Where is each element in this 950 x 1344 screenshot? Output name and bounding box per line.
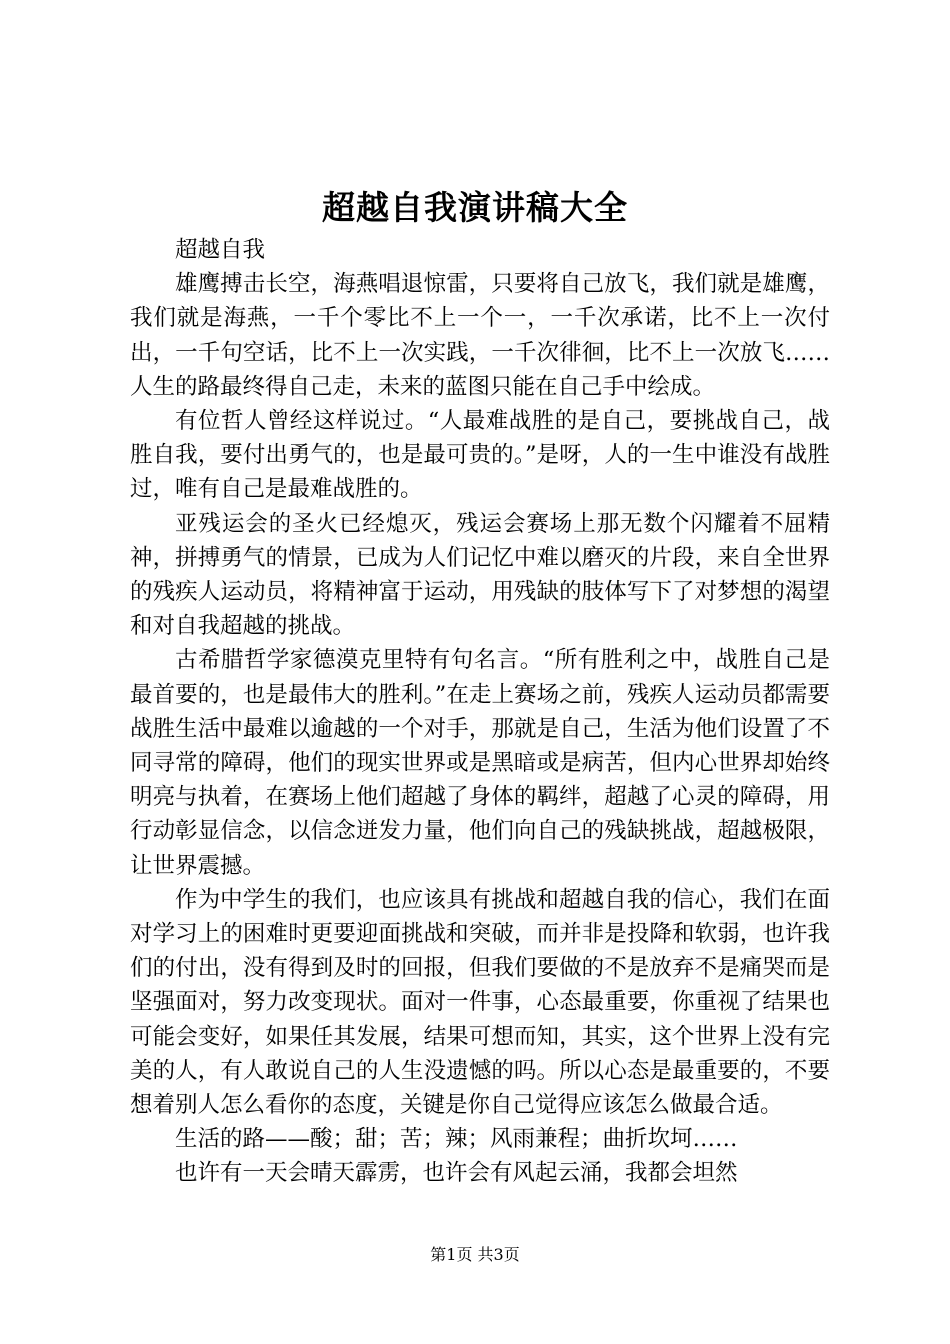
paragraph: 生活的路——酸；甜；苦；辣；风雨兼程；曲折坎坷…… <box>175 1126 738 1153</box>
paragraph: 作为中学生的我们，也应该具有挑战和超越自我的信心，我们在面对学习上的困难时更要迎面挑战和突破，而并非是投降和软弱，也许我们的付出，没有得到及时的回报，但我们要做的不是放弃不是痛哭而是坚强面对，努力改变现状。面对一件事，心态最重要，你重视了结果也可能会变好，如果任其发展，结果可想而知，其实，这个世界上没有完美的人，有人敢说自己的人生没遗憾的吗。所以心态是最重要的，不要想着别人怎么看你的态度，关键是你自己觉得应该怎么做最合适。 <box>130 886 830 1119</box>
paragraph: 古希腊哲学家德漠克里特有句名言。“所有胜利之中，战胜自己是最首要的，也是最伟大的胜利。”在走上赛场之前，残疾人运动员都需要战胜生活中最难以逾越的一个对手，那就是自己，生活为他们设置了不同寻常的障碍，他们的现实世界或是黑暗或是病苦，但内心世界却始终明亮与执着，在赛场上他们超越了身体的羁绊，超越了心灵的障碍，用行动彰显信念，以信念迸发力量，他们向自己的残缺挑战，超越极限，让世界震撼。 <box>130 647 830 879</box>
paragraph-subtitle: 超越自我 <box>175 237 266 263</box>
paragraph: 亚残运会的圣火已经熄灭，残运会赛场上那无数个闪耀着不屈精神，拼搏勇气的情景，已成为人们记忆中难以磨灭的片段，来自全世界的残疾人运动员，将精神富于运动，用残缺的肢体写下了对梦想的渴望和对自我超越的挑战。 <box>130 510 830 640</box>
page-number-footer: 第1页 共3页 <box>430 1245 520 1264</box>
document-title: 超越自我演讲稿大全 <box>322 188 628 227</box>
document-body <box>130 233 830 1191</box>
paragraph: 雄鹰搏击长空，海燕唱退惊雷，只要将自己放飞，我们就是雄鹰，我们就是海燕，一千个零比不上一个一，一千次承诺，比不上一次付出，一千句空话，比不上一次实践，一千次徘徊，比不上一次放飞……人生的路最终得自己走，未来的蓝图只能在自己手中绘成。 <box>130 271 830 400</box>
paragraph: 也许有一天会晴天霹雳，也许会有风起云涌，我都会坦然 <box>175 1160 738 1187</box>
paragraph: 有位哲人曾经这样说过。“人最难战胜的是自己，要挑战自己，战胜自我，要付出勇气的，也是最可贵的。”是呀，人的一生中谁没有战胜过，唯有自己是最难战胜的。 <box>130 408 830 503</box>
